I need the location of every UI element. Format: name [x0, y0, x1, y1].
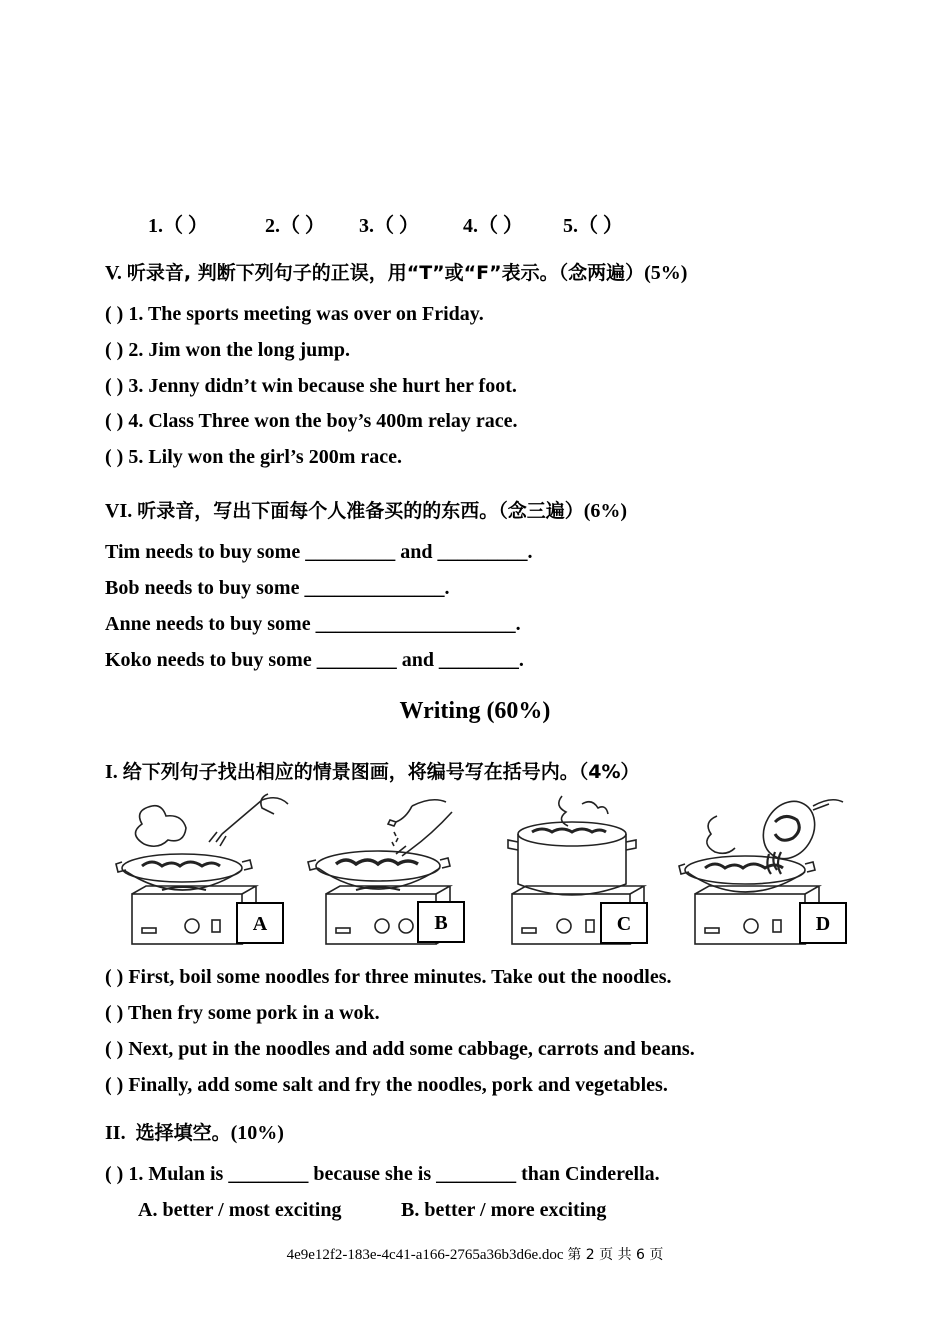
writing-2-option-b: B. better / more exciting [401, 1199, 607, 1221]
page-footer [0, 1244, 950, 1264]
writing-1-title [105, 757, 640, 784]
writing-2-option-a: A. better / most exciting [138, 1199, 342, 1221]
section-6-title [105, 496, 627, 523]
section-5-item-4: ( ) 4. Class Three won the boy’s 400m relay race. [105, 410, 518, 432]
section-5-number: V. [105, 262, 127, 284]
section-5-instruction: 听录音, 判断下列句子的正误，用“T”或“F”表示。（念两遍） [126, 262, 645, 284]
writing-2-number: II. [105, 1122, 136, 1144]
writing-1-number: I. [105, 761, 123, 783]
section-5-item-1: ( ) 1. The sports meeting was over on Friday. [105, 303, 484, 325]
section-6-item-2: Bob needs to buy some ______________. [105, 577, 450, 599]
section-6-item-1: Tim needs to buy some _________ and _________. [105, 541, 533, 563]
writing-2-instruction: 选择填空。 [135, 1122, 231, 1144]
section-6-instruction: 听录音，写出下面每个人准备买的的东西。（念三遍） [137, 500, 584, 522]
cooking-pictures [104, 786, 854, 954]
section-5-item-3: ( ) 3. Jenny didn’t win because she hurt her foot. [105, 375, 517, 397]
picture-label-c: C [600, 902, 648, 944]
answer-5[interactable]: 5.（ ） [563, 215, 623, 237]
picture-label-d: D [799, 902, 847, 944]
writing-2-question-1: ( ) 1. Mulan is ________ because she is ________ than Cinderella. [105, 1163, 660, 1185]
writing-1-item-2: ( ) Then fry some pork in a wok. [105, 1002, 380, 1024]
footer-filename: 4e9e12f2-183e-4c41-a166-2765a36b3d6e.doc [286, 1247, 564, 1263]
answer-4[interactable]: 4.（ ） [463, 215, 523, 237]
picture-label-a: A [236, 902, 284, 944]
answer-3[interactable]: 3.（ ） [359, 215, 419, 237]
section-6-score: (6%) [583, 500, 628, 522]
writing-1-item-4: ( ) Finally, add some salt and fry the noodles, pork and vegetables. [105, 1074, 668, 1096]
writing-1-instruction: 给下列句子找出相应的情景图画，将编号写在括号内。（4%） [122, 761, 640, 783]
section-6-number: VI. [105, 500, 138, 522]
answer-1[interactable]: 1.（ ） [148, 215, 208, 237]
writing-heading: Writing (60%) [399, 698, 551, 724]
writing-2-score: (10%) [230, 1122, 284, 1144]
section-5-item-2: ( ) 2. Jim won the long jump. [105, 339, 351, 361]
writing-2-title [105, 1118, 284, 1145]
section-5-title [105, 258, 687, 285]
section-5-score: (5%) [644, 262, 688, 284]
section-5-item-5: ( ) 5. Lily won the girl’s 200m race. [105, 446, 402, 468]
answer-2[interactable]: 2.（ ） [265, 215, 325, 237]
section-6-item-3: Anne needs to buy some ____________________. [105, 613, 521, 635]
section-6-item-4: Koko needs to buy some ________ and ________. [105, 649, 524, 671]
writing-1-item-1: ( ) First, boil some noodles for three minutes. Take out the noodles. [105, 966, 672, 988]
picture-label-b: B [417, 901, 465, 943]
footer-page-number: 第 2 页 共 6 页 [567, 1247, 664, 1263]
writing-1-item-3: ( ) Next, put in the noodles and add some cabbage, carrots and beans. [105, 1038, 695, 1060]
